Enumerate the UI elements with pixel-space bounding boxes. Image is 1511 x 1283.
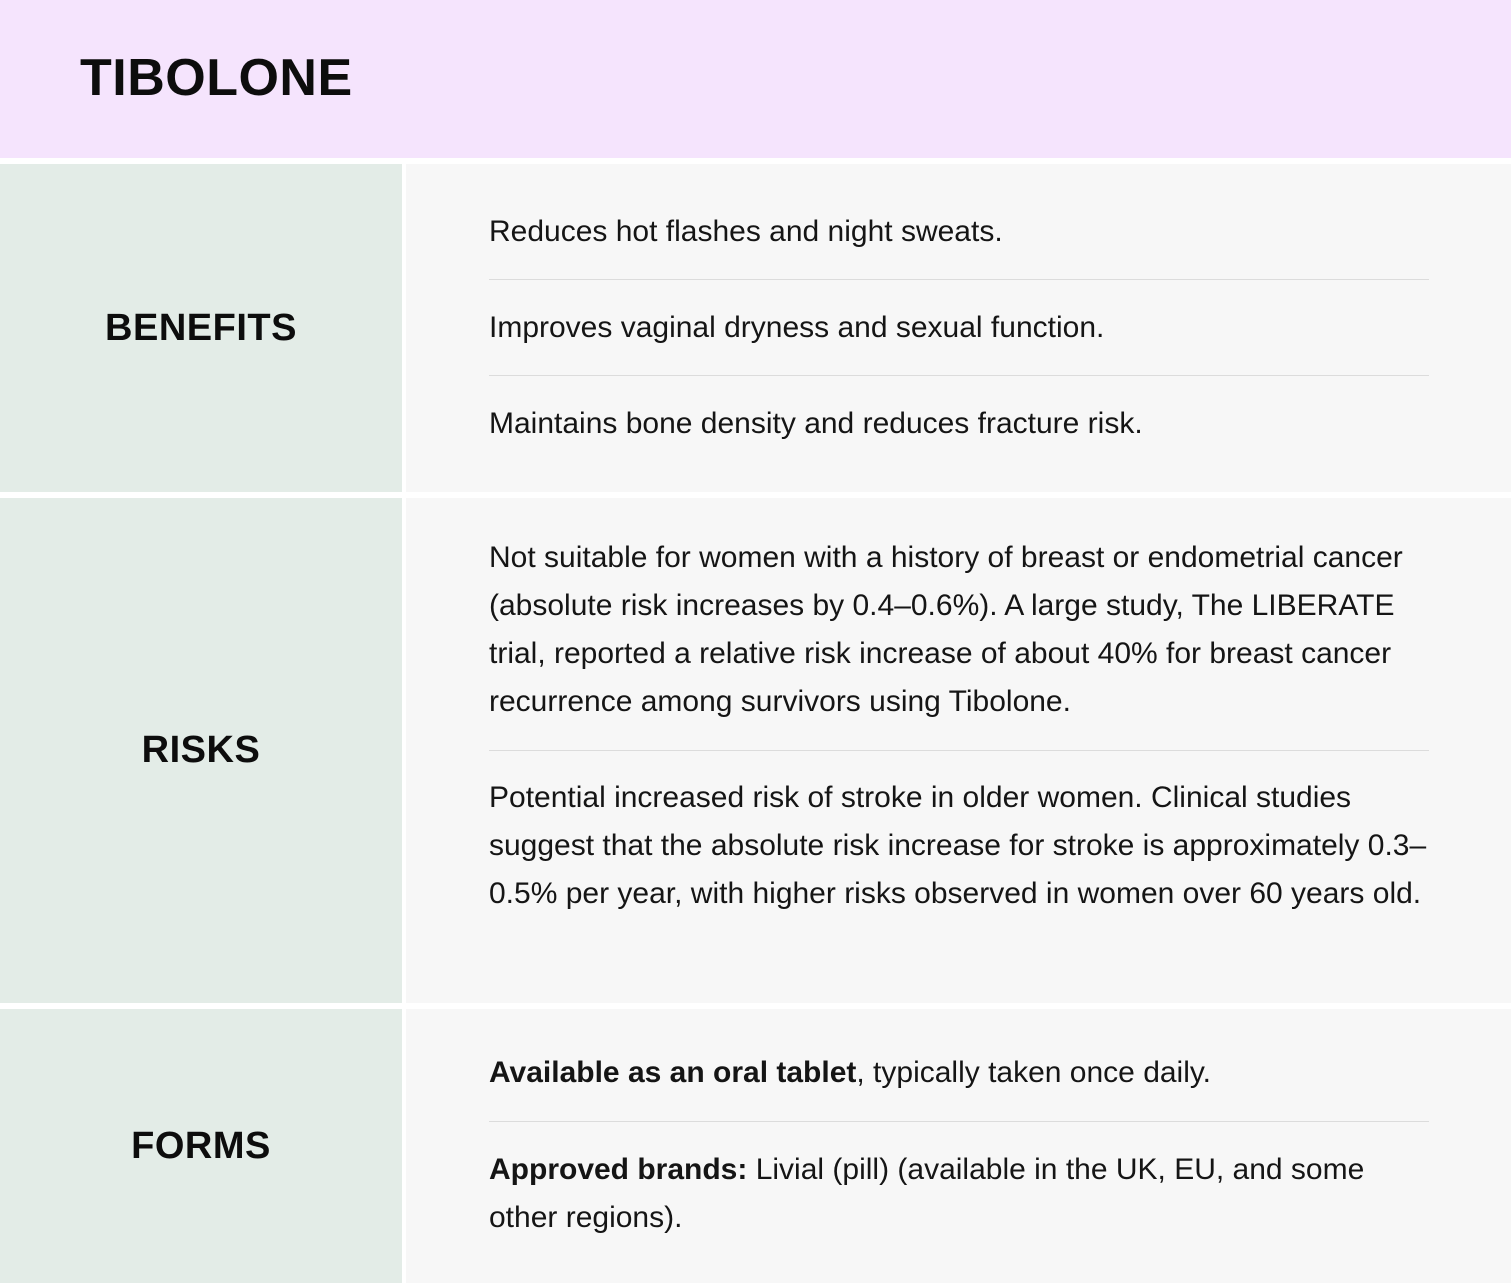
- form-item: [489, 1146, 1429, 1242]
- form-item-bold: Available as an oral tablet: [489, 1056, 857, 1089]
- row-divider: [489, 279, 1429, 280]
- row-divider: [489, 375, 1429, 376]
- form-item-bold: Approved brands:: [489, 1153, 748, 1186]
- form-item-text: , typically taken once daily.: [856, 1056, 1211, 1089]
- row-divider: [489, 750, 1429, 751]
- section-label-benefits: BENEFITS: [105, 306, 297, 349]
- form-item: [489, 1049, 1429, 1097]
- section-label-cell: [0, 1009, 402, 1283]
- section-forms: [0, 1009, 1511, 1283]
- risk-item: Potential increased risk of stroke in older women. Clinical studies suggest that the absolute risk increase for stroke is approximately 0.3–0.5% per year, with higher risks observed in women over 60 years old.: [489, 781, 1427, 910]
- benefit-item: Improves vaginal dryness and sexual function.: [489, 311, 1105, 344]
- page-title: TIBOLONE: [80, 49, 353, 107]
- form-item-text: Livial (pill) (available in the UK, EU, and some other regions).: [489, 1153, 1365, 1234]
- benefit-item: Maintains bone density and reduces fracture risk.: [489, 407, 1143, 440]
- section-label-risks: RISKS: [141, 729, 261, 771]
- benefit-item: Reduces hot flashes and night sweats.: [489, 215, 1003, 248]
- section-content-forms: [406, 1009, 1511, 1283]
- section-label-forms: FORMS: [131, 1124, 271, 1167]
- section-content-benefits: [406, 164, 1511, 492]
- section-label-cell: [0, 498, 402, 1003]
- page-header: [0, 0, 1511, 158]
- section-risks: [0, 498, 1511, 1003]
- section-label-cell: [0, 164, 402, 492]
- row-divider: [489, 1121, 1429, 1122]
- section-content-risks: [406, 498, 1511, 1003]
- section-benefits: [0, 164, 1511, 492]
- risk-item: Not suitable for women with a history of breast or endometrial cancer (absolute risk increases by 0.4–0.6%). A large study, The LIBERATE trial, reported a relative risk increase of about 40% for breast cancer recurrence among survivors using Tibolone.: [489, 541, 1403, 718]
